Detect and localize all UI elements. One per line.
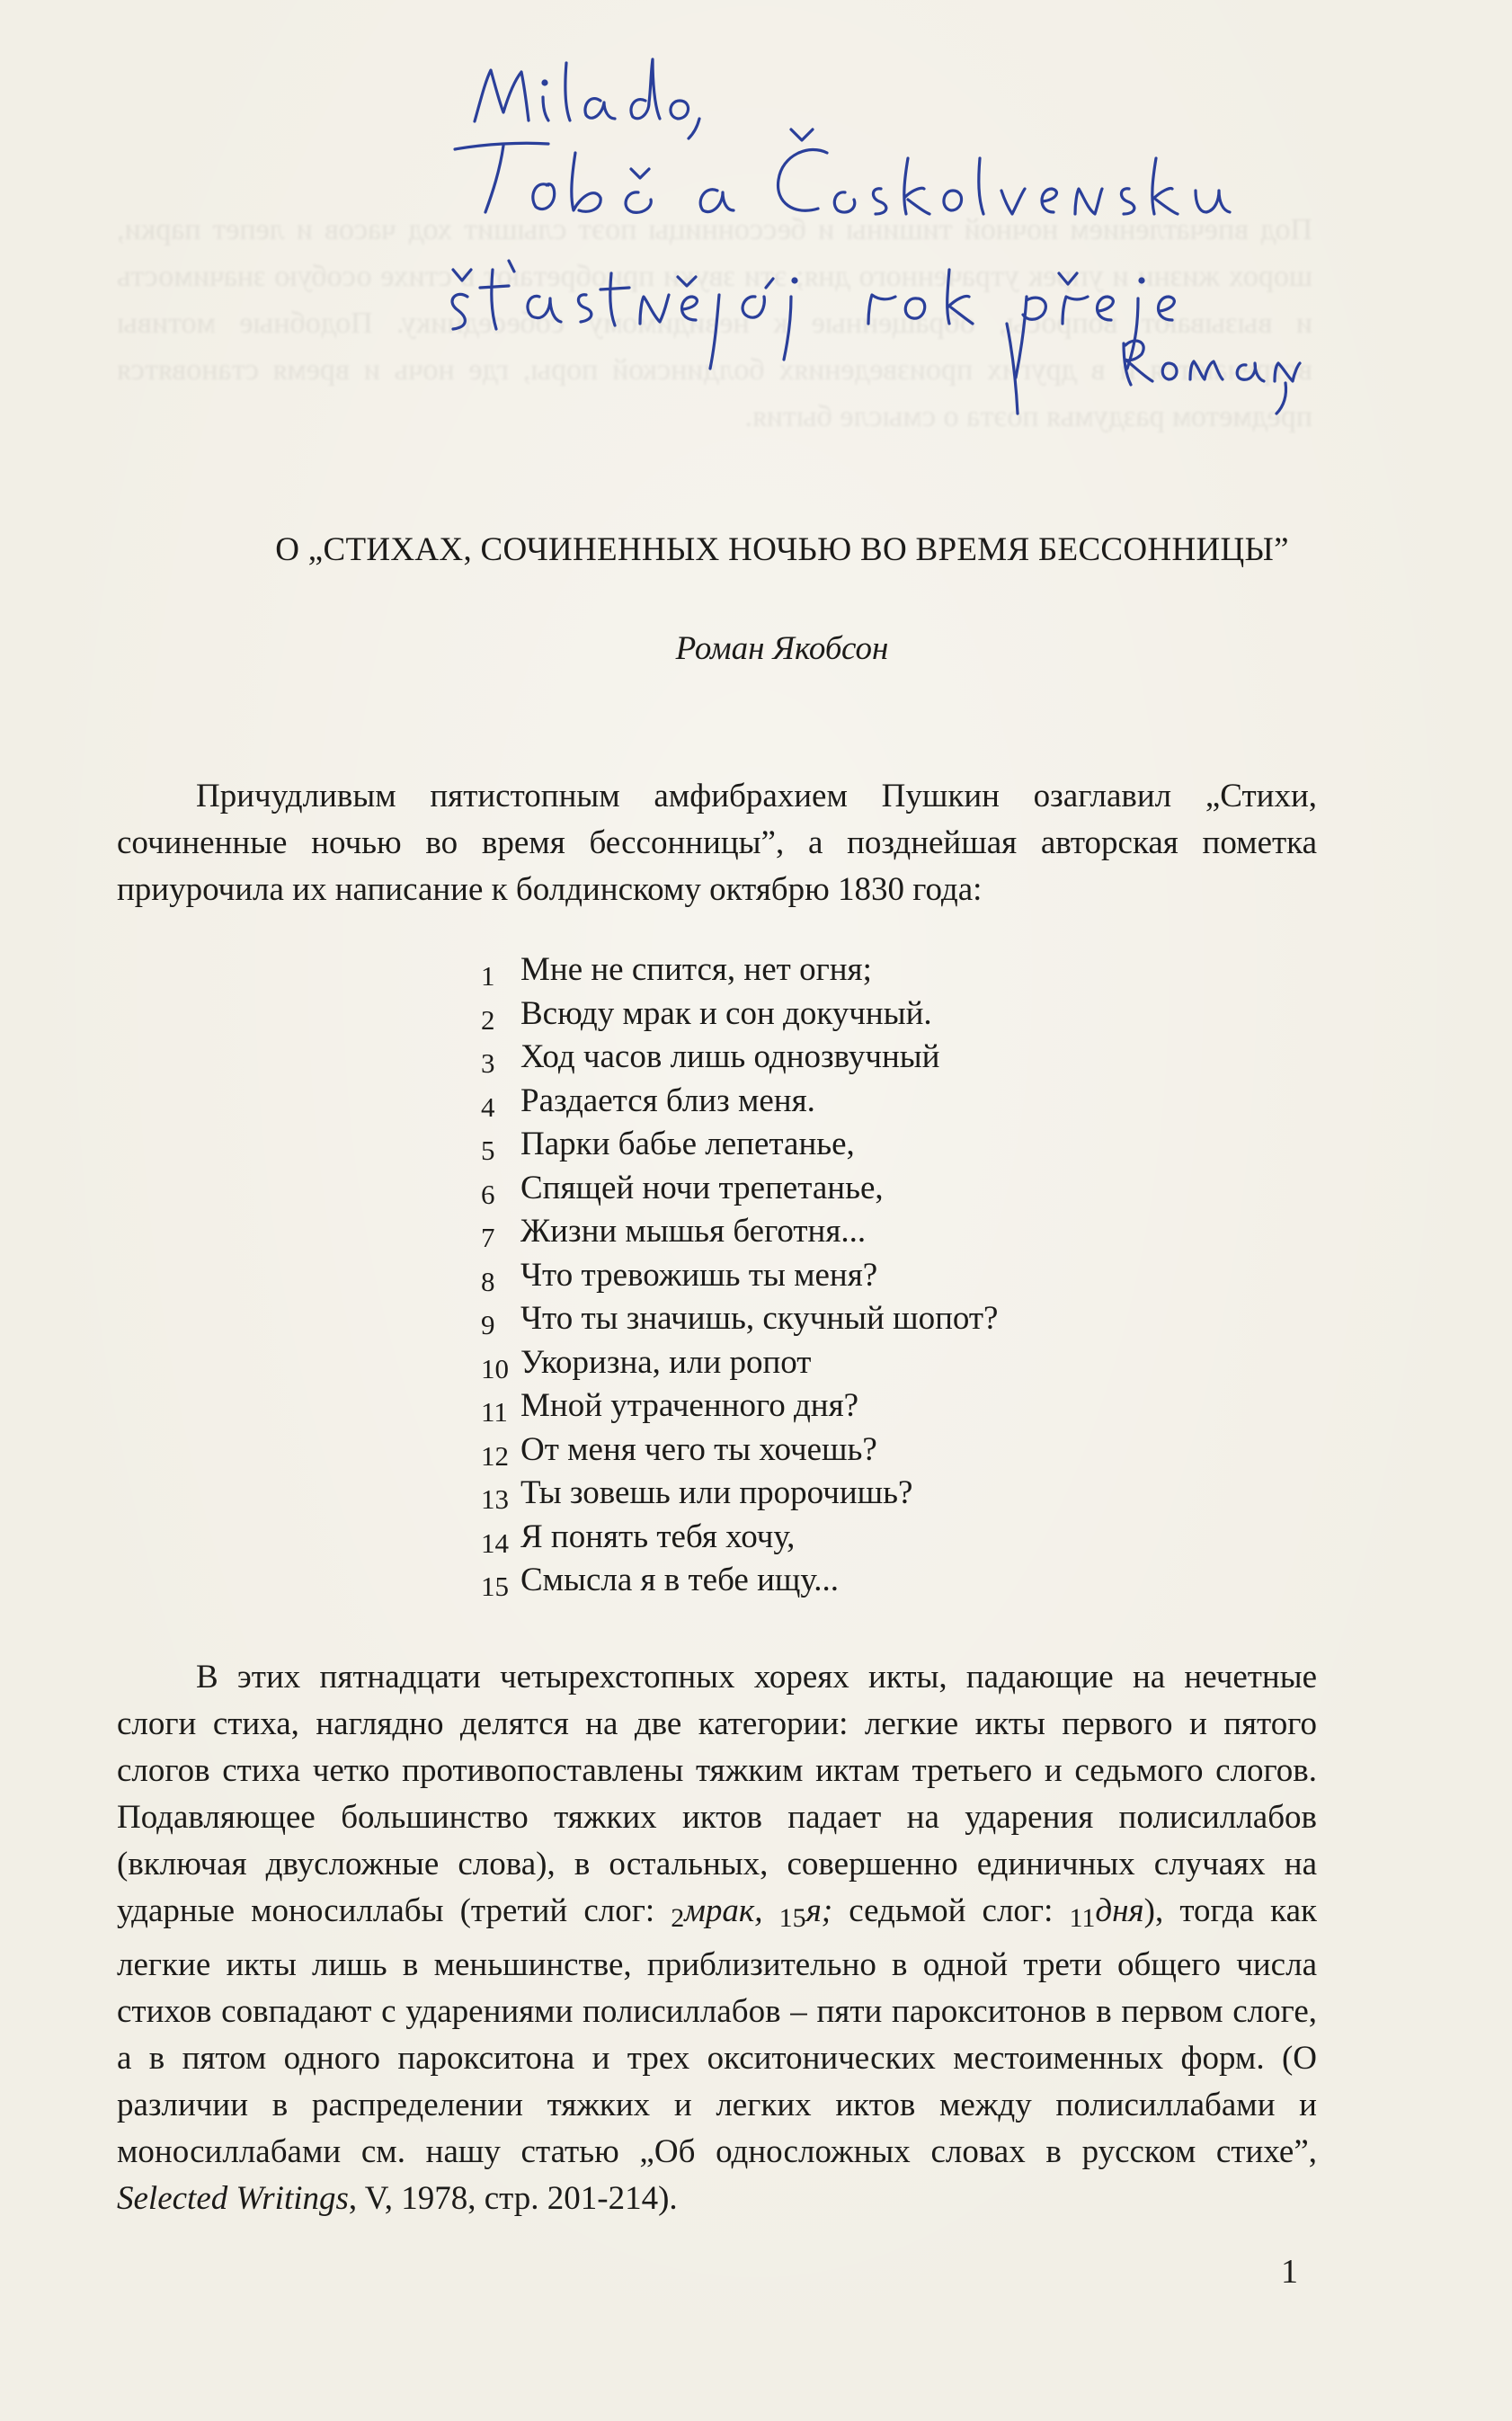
poem-line <box>481 1123 1290 1167</box>
line-text: Парки бабье лепетанье, <box>520 1126 855 1162</box>
line-text: От меня чего ты хочешь? <box>520 1430 877 1468</box>
line-number: 15 <box>481 1571 509 1602</box>
line-number: 2 <box>481 1003 495 1036</box>
line-text: Всюду мрак и сон докучный. <box>520 994 932 1032</box>
line-number: 8 <box>481 1265 495 1297</box>
line-text: Раздается близ меня. <box>520 1081 815 1119</box>
analysis-text: , V, 1978, стр. 201-214). <box>348 2180 678 2217</box>
line-number: 9 <box>481 1309 495 1340</box>
reference-title: Selected Writings <box>117 2180 349 2217</box>
poem-line <box>481 1472 1290 1516</box>
poem-line <box>481 1341 1290 1385</box>
example-line-number: 11 <box>1069 1903 1096 1933</box>
line-text: Жизни мышья беготня... <box>520 1213 867 1250</box>
line-text: Я понять тебя хочу, <box>520 1518 796 1555</box>
line-number: 6 <box>481 1178 495 1210</box>
line-text: Что тревожишь ты меня? <box>520 1256 878 1294</box>
line-number: 3 <box>481 1047 495 1079</box>
poem-line <box>481 1210 1290 1254</box>
analysis-paragraph <box>117 1654 1317 2222</box>
line-text: Укоризна, или ропот <box>520 1343 812 1381</box>
poem-line <box>481 1080 1290 1124</box>
example-line-number: 15 <box>778 1903 806 1933</box>
analysis-text: ), тогда как легкие икты лишь в меньшинстве, приблизительно в одной трети общего числа стихов совпадают с ударениями полисиллабов – пяти парокситонов в первом слоге, а в пятом одного парокситона и трех окситонических местоименных форм. (О различии в распределении тяжких и легких иктов между полисиллабами и моносиллабами см. нашу статью „Об односложных словах в русском стихе”, <box>117 1892 1317 2170</box>
article-author: Роман Якобсон <box>675 630 889 667</box>
line-number: 12 <box>481 1439 509 1472</box>
line-text: Мне не спится, нет огня; <box>520 951 872 988</box>
line-text: Мной утраченного дня? <box>520 1387 859 1424</box>
line-number: 7 <box>481 1222 495 1253</box>
poem-line <box>481 1254 1290 1298</box>
poem-line <box>481 1559 1290 1603</box>
line-number: 1 <box>481 960 495 992</box>
intro-paragraph: Причудливым пятистопным амфибрахием Пушкин озаглавил „Стихи, сочиненные ночью во время бессонницы”, а позднейшая авторская пометка приурочила их написание к болдинскому октябрю 1830 года: <box>117 778 1317 908</box>
line-number: 11 <box>481 1396 508 1428</box>
poem-line <box>481 1036 1290 1080</box>
line-number: 5 <box>481 1135 495 1166</box>
article-title: О „СТИХАХ, СОЧИНЕННЫХ НОЧЬЮ ВО ВРЕМЯ БЕССОННИЦЫ” <box>275 531 1289 568</box>
handwriting-signature-icon <box>0 0 1512 467</box>
line-number: 4 <box>481 1090 495 1123</box>
line-number: 14 <box>481 1526 509 1559</box>
line-text: Смысла я в тебе ищу... <box>520 1562 839 1598</box>
poem-line <box>481 1429 1290 1473</box>
poem-line <box>481 1297 1290 1341</box>
poem-line <box>481 1516 1290 1560</box>
analysis-text: В этих пятнадцати четырехстопных хореях икты, падающие на нечетные слоги стиха, наглядно делятся на две категории: легкие икты первого и пятого слогов стиха четко противопоставлены тяжким иктам третьего и седьмого слогов. Подавляющее большинство тяжких иктов падает на ударения полисиллабов (включая двусложные слова), в остальных, совершенно единичных случаях на ударные моносиллабы (третий слог: <box>117 1659 1317 1929</box>
example-word: мрак, <box>684 1892 763 1929</box>
poem-line <box>481 992 1290 1037</box>
example-word: дня <box>1095 1892 1144 1929</box>
example-line-number: 2 <box>671 1903 685 1933</box>
page-number: 1 <box>1281 2253 1298 2291</box>
line-number: 13 <box>481 1483 509 1515</box>
bleed-through: Под впечатлением ночной тишины и бессонницы поэт слышит ход часов и лепет парки, шорох жизни и упрек утраченного дня; эти звуки приобретают в стихе особую значимость и вызывают вопросы, обращенные к невидимому собеседнику. Подобные мотивы встречаются и в других произведениях болдинской поры, где ночь и время становятся предметом раздумья поэта о смысле бытия. <box>117 213 1312 433</box>
line-text: Ты зовешь или пророчишь? <box>520 1474 913 1511</box>
line-text: Что ты значишь, скучный шопот? <box>520 1300 999 1337</box>
poem-line <box>481 1384 1290 1429</box>
poem-line <box>481 1167 1290 1211</box>
example-word: я; <box>805 1892 833 1929</box>
poem <box>481 948 1290 1603</box>
line-number: 10 <box>481 1352 509 1384</box>
poem-line <box>481 948 1290 992</box>
handwritten-dedication <box>0 0 1512 467</box>
line-text: Ход часов лишь однозвучный <box>520 1038 940 1075</box>
line-text: Спящей ночи трепетанье, <box>520 1169 884 1206</box>
analysis-text: седьмой слог: <box>832 1892 1070 1929</box>
